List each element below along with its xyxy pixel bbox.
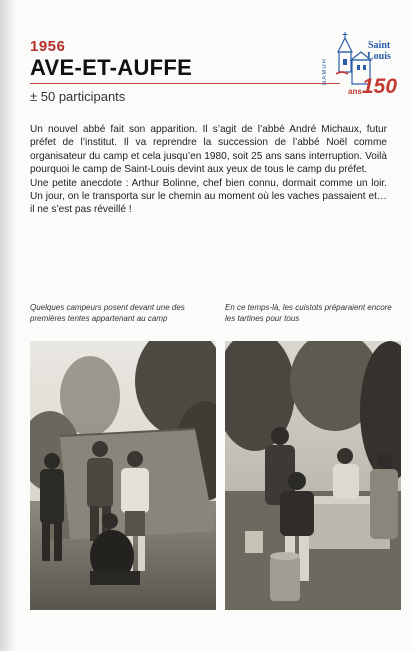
section-year: 1956 [30,38,66,55]
saint-louis-logo [322,30,401,100]
participant-count: ± 50 participants [30,89,126,104]
paragraph: Un nouvel abbé fait son apparition. Il s’agit de l’abbé André Michaux, futur préfet de l’institut. Il va reprendre la succession de l’abbé Noël comme organisateur du camp et cela jusqu’en 1980, soit 25 ans sans interruption. Voilà pourquoi le camp de Saint-Louis devint aux yeux de tous le camp du préfet. [30,124,387,176]
logo-namur: NAMUR [322,58,328,85]
logo-ans: ans [348,87,362,96]
logo-number: 150 [362,75,398,98]
title-underline [30,83,340,84]
paragraph: Une petite anecdote : Arthur Bolinne, chef bien connu, dormait comme un loir. Un jour, on le transporta sur le chemin au moment où les vaches passaient et… il ne s’est pas réveillé ! [30,177,387,216]
campers-tent-photo [30,341,216,610]
logo-saint: Saint [368,40,391,51]
photo-caption-right: En ce temps-là, les cuistots préparaient encore les tartines pour tous [225,303,392,323]
section-title: AVE-ET-AUFFE [30,55,193,80]
logo-louis: Louis [367,51,391,62]
page-gutter-shadow [0,0,14,651]
article-body [30,123,387,217]
cooks-preparing-photo [225,341,401,610]
photo-caption-left: Quelques campeurs posent devant une des premières tentes appartenant au camp [30,303,185,323]
